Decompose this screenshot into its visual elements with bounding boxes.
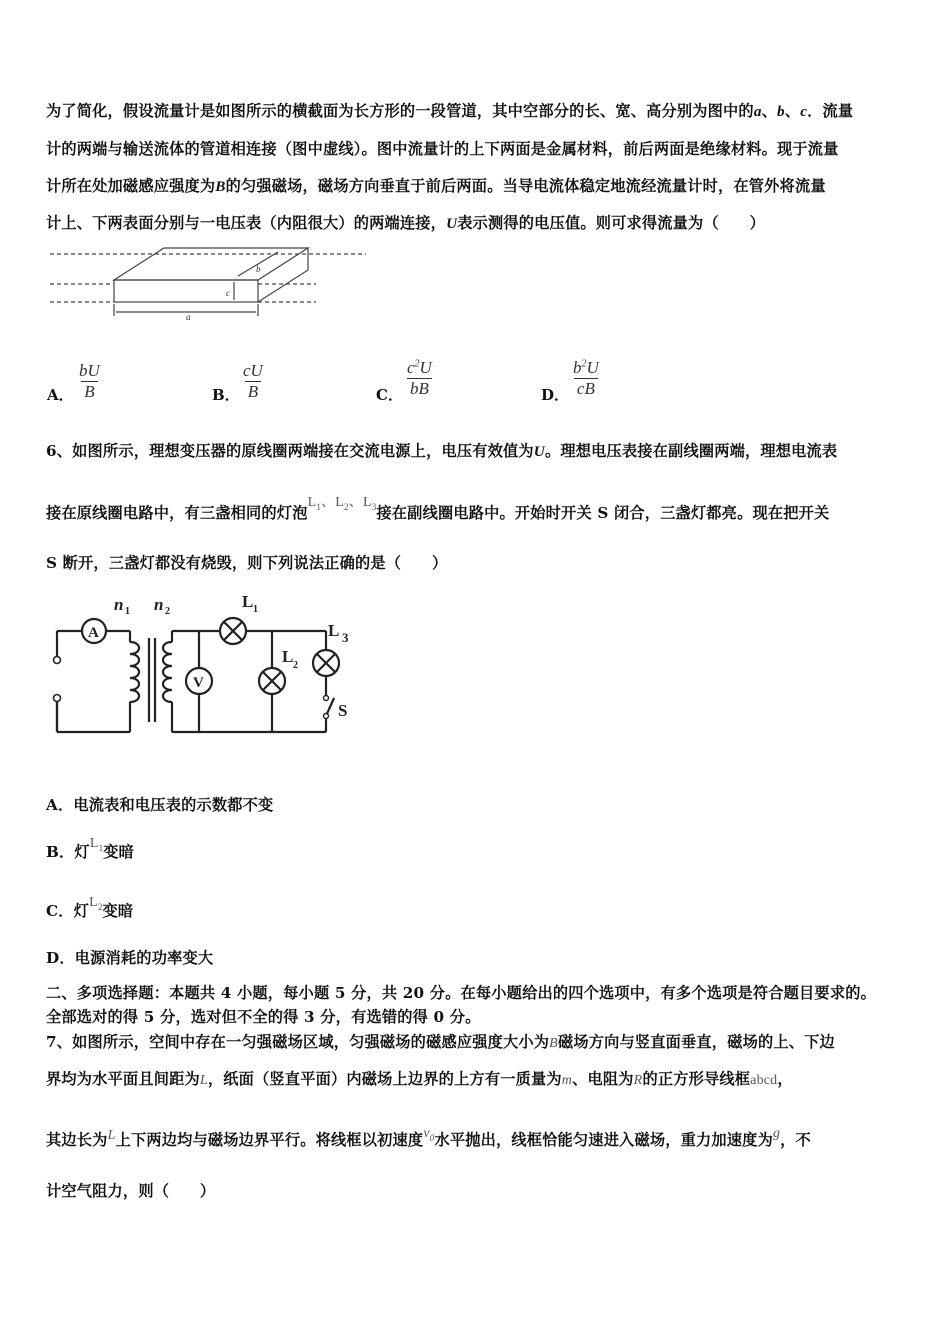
option-c-label[interactable]: C．	[376, 386, 403, 404]
svg-text:S: S	[338, 701, 348, 720]
q5-line-1: 为了简化，假设流量计是如图所示的横截面为长方形的一段管道，其中空部分的长、宽、高分别为图中的a、b、c．流量	[46, 102, 854, 120]
svg-text:V: V	[193, 675, 204, 691]
bulb-symbols: $L_1$、$L_2$、$L_3$	[307, 495, 377, 512]
svg-text:n: n	[154, 595, 164, 614]
q6-option-b[interactable]: B．灯$L_1$变暗	[46, 836, 135, 861]
flowmeter-figure	[46, 244, 376, 324]
q6-option-c[interactable]: C．灯$L_2$变暗	[46, 895, 134, 920]
svg-text:1: 1	[253, 604, 258, 615]
q5-line-3: 计所在处加磁感应强度为B的匀强磁场，磁场方向垂直于前后两面。当导电流体稳定地流经流量计时，在管外将流量	[46, 177, 826, 195]
q7-line-2: 界均为水平面且间距为L，纸面（竖直平面）内磁场上边界的上方有一质量为m、电阻为R的正方形导线框abcd，	[46, 1070, 793, 1088]
q7-line-3: 其边长为L上下两边均与磁场边界平行。将线框以初速度$v_0$水平抛出，线框恰能匀速进入磁场，重力加速度为g，不	[46, 1126, 811, 1149]
q5-line-2: 计的两端与输送流体的管道相连接（图中虚线）。图中流量计的上下两面是金属材料，前后两面是绝缘材料。现于流量	[46, 140, 839, 158]
svg-text:1: 1	[125, 606, 130, 617]
svg-text:L: L	[242, 592, 254, 611]
q7-line-4: 计空气阻力，则（ ）	[46, 1182, 216, 1200]
q6-line-2: 接在原线圈电路中，有三盏相同的灯泡$L_1$、$L_2$、$L_3$接在副线圈电路中。开始时开关 S 闭合，三盏灯都亮。现在把开关	[46, 495, 830, 522]
transformer-circuit-figure	[46, 590, 366, 740]
q5-line-4: 计上、下两表面分别与一电压表（内阻很大）的两端连接，U表示测得的电压值。则可求得流量为（ ）	[46, 214, 765, 232]
option-c-formula[interactable]: $\frac{c^2U}{bB}$	[407, 358, 432, 398]
option-d-label[interactable]: D．	[541, 386, 570, 404]
svg-text:L: L	[328, 621, 340, 640]
option-a-formula[interactable]: $\frac{bU}{B}$	[79, 361, 100, 401]
svg-text:A: A	[88, 625, 99, 641]
q6-line-1: 6、如图所示，理想变压器的原线圈两端接在交流电源上，电压有效值为U。理想电压表接在副线圈两端，理想电流表	[46, 442, 838, 460]
fig-label-b: b	[256, 264, 261, 274]
svg-text:L: L	[282, 647, 294, 666]
section-2-heading-line-2: 全部选对的得 5 分，选对但不全的得 3 分，有选错的得 0 分。	[46, 1008, 481, 1026]
svg-text:n: n	[114, 595, 124, 614]
option-b-label[interactable]: B．	[212, 386, 240, 404]
svg-text:2: 2	[165, 606, 170, 617]
option-a-label[interactable]: A．	[47, 386, 74, 404]
q6-line-3: S 断开，三盏灯都没有烧毁，则下列说法正确的是（ ）	[46, 554, 448, 572]
q7-line-1: 7、如图所示，空间中存在一匀强磁场区域，匀强磁场的磁感应强度大小为B磁场方向与竖直面垂直，磁场的上、下边	[46, 1033, 835, 1051]
option-b-formula[interactable]: $\frac{cU}{B}$	[243, 361, 263, 401]
fig-label-a: a	[186, 312, 191, 322]
section-2-heading-line-1: 二、多项选择题：本题共 4 小题，每小题 5 分，共 20 分。在每小题给出的四个选项中，有多个选项是符合题目要求的。	[46, 984, 876, 1002]
svg-text:3: 3	[342, 630, 349, 645]
option-d-formula[interactable]: $\frac{b^2U}{cB}$	[573, 358, 599, 398]
fig-label-c: c	[226, 288, 230, 298]
svg-text:2: 2	[293, 660, 298, 671]
q6-option-a[interactable]: A．电流表和电压表的示数都不变	[46, 796, 274, 814]
q6-option-d[interactable]: D．电源消耗的功率变大	[46, 949, 214, 967]
